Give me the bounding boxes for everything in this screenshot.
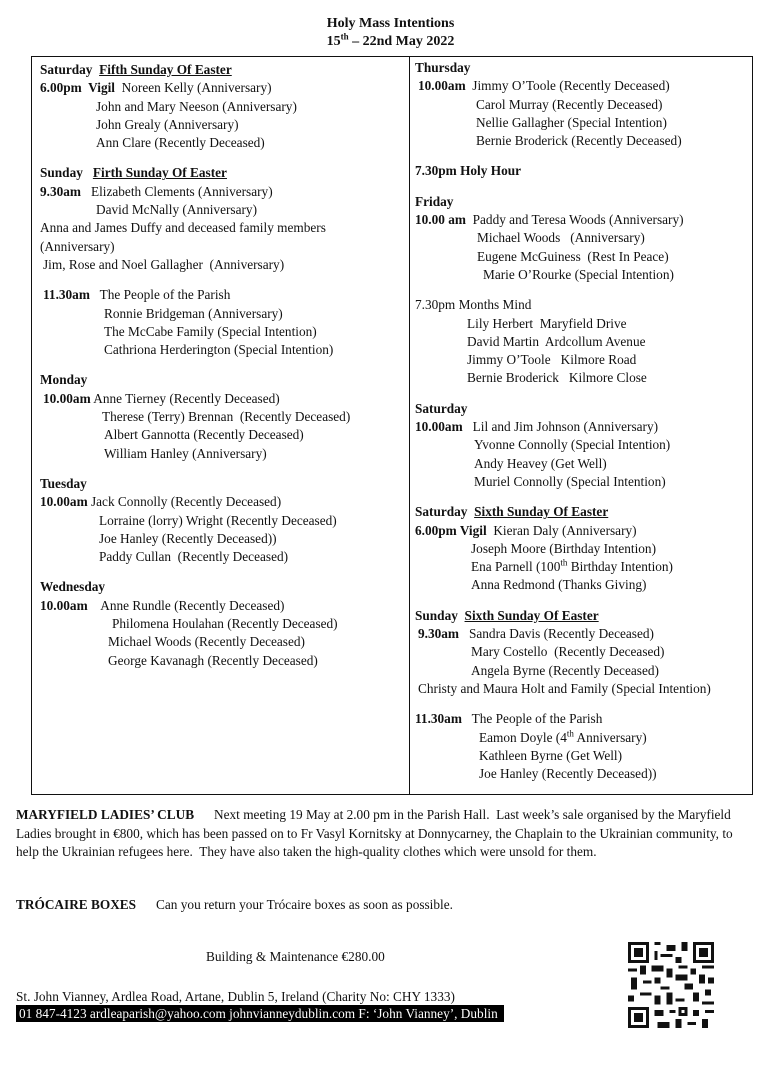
intention-line — [415, 558, 749, 576]
ordinal-suffix: th — [566, 728, 574, 739]
intention-text: Birthday Intention) — [567, 559, 673, 575]
intention-line — [40, 652, 402, 670]
trocaire-notice — [16, 896, 756, 915]
intention-text: John Grealy (Anniversary) — [96, 116, 239, 132]
mass-time: 10.00 am — [415, 212, 466, 228]
intention-line — [415, 351, 749, 369]
intention-text: Michael Woods (Recently Deceased) — [108, 634, 305, 650]
intention-text: Ena Parnell (100 — [471, 559, 561, 575]
intention-line — [415, 522, 749, 540]
intention-line — [415, 315, 749, 333]
intention-text: Anna and James Duffy and deceased family members (Anniversary) — [40, 220, 326, 254]
intention-text: Michael Woods (Anniversary) — [477, 230, 645, 246]
intention-line — [415, 643, 749, 661]
intention-text: The People of the Parish — [461, 711, 603, 727]
day-block — [415, 193, 749, 284]
day-block — [415, 503, 749, 594]
mass-time: 10.00am — [415, 419, 463, 435]
day-heading — [415, 607, 749, 625]
intention-text: Mary Costello (Recently Deceased) — [471, 644, 665, 660]
intention-line — [40, 305, 402, 323]
mass-time: 10.00am — [40, 597, 88, 613]
day-name: Thursday — [415, 60, 471, 75]
intention-text: The People of the Parish — [89, 287, 231, 303]
mass-time: 10.00am — [43, 390, 91, 406]
mass-time: 6.00pm Vigil — [40, 80, 115, 96]
intention-line — [415, 765, 749, 783]
intention-text: 7.30pm Months Mind — [415, 297, 532, 313]
ordinal-suffix: th — [560, 557, 568, 568]
intention-line — [415, 162, 749, 180]
intention-line — [40, 98, 402, 116]
day-heading — [415, 400, 749, 418]
intention-line — [40, 134, 402, 152]
qr-code-icon[interactable] — [628, 942, 714, 1028]
intention-text: Bernie Broderick Kilmore Close — [467, 370, 647, 386]
intention-text: Paddy Cullan (Recently Deceased) — [99, 549, 289, 565]
intention-text: Jack Connolly (Recently Deceased) — [87, 494, 282, 510]
intention-text: Nellie Gallagher (Special Intention) — [476, 114, 667, 130]
intention-text: Andy Heavey (Get Well) — [474, 455, 607, 471]
day-block — [40, 286, 402, 359]
intention-line — [415, 662, 749, 680]
intention-line — [415, 248, 749, 266]
intention-line — [40, 183, 402, 201]
intention-text: Jimmy O’Toole Kilmore Road — [467, 352, 637, 368]
day-name: Wednesday — [40, 579, 106, 595]
intention-line — [40, 445, 402, 463]
date-start-suffix: th — [340, 31, 349, 42]
intention-line — [415, 710, 749, 728]
intention-line — [40, 323, 402, 341]
intention-line — [415, 211, 749, 229]
intention-text: Ronnie Bridgeman (Anniversary) — [104, 305, 283, 321]
date-range — [0, 31, 781, 50]
intention-text: The McCabe Family (Special Intention) — [104, 323, 317, 339]
intention-line — [415, 96, 749, 114]
trocaire-heading: TRÓCAIRE BOXES — [16, 897, 137, 912]
mass-time: 10.00am — [418, 78, 466, 94]
day-name: Tuesday — [40, 475, 87, 491]
parish-contact: 01 847-4123 ardleaparish@yahoo.com johnvianneydublin.com F: ‘John Vianney’, Dublin — [16, 1005, 504, 1022]
intention-text: Sandra Davis (Recently Deceased) — [459, 626, 654, 642]
intention-text: Philomena Houlahan (Recently Deceased) — [112, 616, 338, 632]
intention-text: Angela Byrne (Recently Deceased) — [471, 662, 659, 678]
day-name: Friday — [415, 193, 454, 209]
day-block — [40, 475, 402, 566]
parish-address: St. John Vianney, Ardlea Road, Artane, Dublin 5, Ireland (Charity No: CHY 1333) — [16, 989, 455, 1004]
intention-text: Carol Murray (Recently Deceased) — [476, 96, 663, 112]
day-heading — [40, 61, 402, 79]
intention-line — [40, 219, 402, 256]
intention-line — [415, 473, 749, 491]
mass-intentions-table — [31, 56, 753, 795]
intention-text: Eugene McGuiness (Rest In Peace) — [477, 248, 669, 264]
day-heading — [415, 193, 749, 211]
intention-text: Lil and Jim Johnson (Anniversary) — [462, 419, 659, 435]
ladies-club-notice — [16, 806, 756, 862]
feast-name: Sixth Sunday Of Easter — [474, 504, 609, 520]
intention-line — [415, 455, 749, 473]
day-heading — [40, 475, 402, 493]
intention-line — [415, 747, 749, 765]
intention-text: Joe Hanley (Recently Deceased)) — [479, 766, 657, 782]
intention-line — [40, 201, 402, 219]
ladies-club-heading: MARYFIELD LADIES’ CLUB — [16, 807, 195, 822]
intention-line — [415, 77, 749, 95]
intention-text: Eamon Doyle (4 — [479, 729, 567, 745]
intention-line — [40, 408, 402, 426]
intention-text: George Kavanagh (Recently Deceased) — [108, 652, 318, 668]
intention-line — [40, 493, 402, 511]
mass-time: 11.30am — [415, 711, 462, 727]
day-spacer — [458, 608, 465, 623]
intention-text: David McNally (Anniversary) — [96, 202, 257, 218]
day-block — [40, 371, 402, 462]
intention-text: Jim, Rose and Noel Gallagher (Anniversary) — [43, 256, 285, 272]
intention-line — [415, 540, 749, 558]
intention-line — [415, 132, 749, 150]
intention-text: Noreen Kelly (Anniversary) — [115, 80, 272, 96]
intention-text: Anniversary) — [573, 729, 647, 745]
intention-line — [415, 296, 749, 314]
day-block — [415, 400, 749, 491]
intention-text: Kathleen Byrne (Get Well) — [479, 747, 623, 763]
intention-text: Anna Redmond (Thanks Giving) — [471, 577, 647, 593]
intention-text: Ann Clare (Recently Deceased) — [96, 135, 265, 151]
mass-time: 11.30am — [43, 287, 90, 303]
intention-text: Therese (Terry) Brennan (Recently Deceased) — [102, 409, 351, 425]
day-name: Saturday — [415, 504, 468, 520]
intention-text: Christy and Maura Holt and Family (Special Intention) — [418, 680, 711, 696]
intention-line — [40, 530, 402, 548]
intention-line — [415, 114, 749, 132]
ladies-club-text: Next meeting 19 May at 2.00 pm in the Parish Hall. Last week’s sale organised by the Maryfield Ladies brought in €800, which has been passed on to Fr Vasyl Kornitsky at Donnycarney, the Chaplain to the Ukrainian community, to help the Ukrainian refugees here. They have also taken the high-quality clothes which were unsold for them. — [16, 807, 736, 859]
intention-line — [40, 286, 402, 304]
intention-text: Marie O’Rourke (Special Intention) — [483, 266, 674, 282]
intention-text: Bernie Broderick (Recently Deceased) — [476, 133, 682, 149]
feast-name: Firth Sunday Of Easter — [92, 165, 227, 181]
day-name: Saturday — [415, 400, 468, 416]
intention-text: David Martin Ardcollum Avenue — [467, 333, 646, 349]
day-block — [415, 59, 749, 150]
day-block — [40, 164, 402, 274]
intention-text: John and Mary Neeson (Anniversary) — [96, 98, 297, 114]
intention-text: Jimmy O’Toole (Recently Deceased) — [465, 78, 670, 94]
intention-text: Lily Herbert Maryfield Drive — [467, 315, 627, 331]
trocaire-text: Can you return your Trócaire boxes as soon as possible. — [136, 897, 453, 912]
intention-line — [415, 229, 749, 247]
day-heading — [415, 59, 749, 77]
intention-line — [40, 615, 402, 633]
intention-line — [40, 512, 402, 530]
intention-text: Kieran Daly (Anniversary) — [486, 522, 637, 538]
intention-text: Yvonne Connolly (Special Intention) — [474, 437, 671, 453]
intention-text: Paddy and Teresa Woods (Anniversary) — [465, 212, 684, 228]
left-column — [40, 57, 402, 682]
column-divider — [409, 57, 410, 794]
intention-line — [415, 625, 749, 643]
intention-line — [415, 436, 749, 454]
intention-text: William Hanley (Anniversary) — [104, 445, 267, 461]
mass-time: 9.30am — [40, 183, 81, 199]
right-column — [415, 57, 749, 795]
feast-name: Sixth Sunday Of Easter — [464, 607, 599, 623]
intention-text: Elizabeth Clements (Anniversary) — [81, 183, 273, 199]
day-heading — [40, 164, 402, 182]
day-heading — [40, 578, 402, 596]
day-block — [415, 710, 749, 783]
intention-text: Muriel Connolly (Special Intention) — [474, 473, 666, 489]
feast-name: Fifth Sunday Of Easter — [99, 62, 232, 77]
intention-line — [40, 633, 402, 651]
intention-line — [40, 116, 402, 134]
intention-line — [415, 680, 749, 698]
intention-line — [415, 418, 749, 436]
intention-text: Anne Tierney (Recently Deceased) — [90, 390, 280, 406]
date-end: – 22nd May 2022 — [348, 34, 455, 49]
day-name: Sunday — [40, 165, 83, 181]
building-maintenance: Building & Maintenance €280.00 — [206, 949, 385, 964]
intention-text: Anne Rundle (Recently Deceased) — [87, 597, 285, 613]
day-spacer — [83, 165, 93, 180]
intention-text: Joseph Moore (Birthday Intention) — [471, 540, 657, 556]
day-name: Saturday — [40, 62, 93, 77]
intention-line — [415, 576, 749, 594]
intention-line — [40, 426, 402, 444]
intention-line — [415, 333, 749, 351]
mass-time: 6.00pm Vigil — [415, 522, 487, 538]
intention-line — [40, 256, 402, 274]
day-block — [40, 578, 402, 669]
day-name: Sunday — [415, 607, 458, 623]
mass-time: 7.30pm Holy Hour — [415, 163, 522, 179]
intention-line — [415, 729, 749, 747]
intention-line — [40, 597, 402, 615]
intention-text: Cathriona Herderington (Special Intention) — [104, 342, 334, 358]
mass-time: 10.00am — [40, 494, 88, 510]
intention-line — [40, 548, 402, 566]
mass-time: 9.30am — [418, 626, 459, 642]
date-start: 15 — [326, 34, 341, 49]
page-title: Holy Mass Intentions — [326, 16, 455, 31]
day-block — [415, 162, 749, 180]
intention-line — [40, 390, 402, 408]
intention-line — [415, 266, 749, 284]
day-block — [40, 61, 402, 152]
intention-text: Albert Gannotta (Recently Deceased) — [104, 427, 304, 443]
intention-line — [40, 341, 402, 359]
day-block — [415, 607, 749, 698]
intention-text: Joe Hanley (Recently Deceased)) — [99, 530, 277, 546]
day-heading — [40, 371, 402, 389]
intention-text: Lorraine (lorry) Wright (Recently Deceased) — [99, 512, 337, 528]
day-block — [415, 296, 749, 387]
day-name: Monday — [40, 372, 88, 388]
intention-line — [415, 369, 749, 387]
day-heading — [415, 503, 749, 521]
intention-line — [40, 79, 402, 97]
